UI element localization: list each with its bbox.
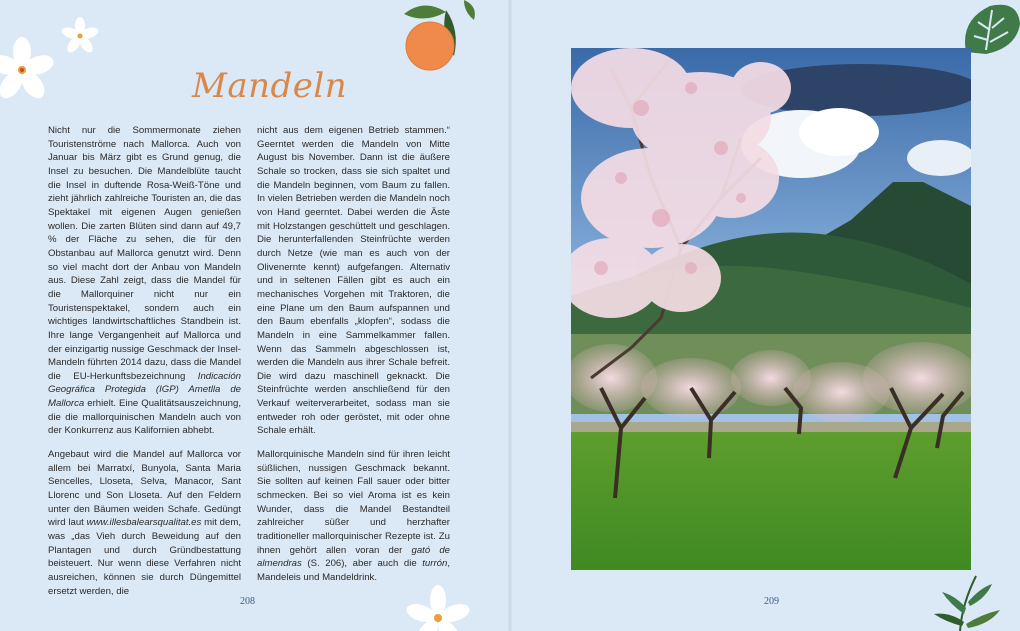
orange-fruit-icon bbox=[394, 0, 484, 78]
text-column-1 bbox=[48, 124, 241, 608]
paragraph: nicht aus dem eigenen Betrieb stammen.“ Geerntet werden die Mandeln von Mitte August bis November. Dann ist die äußere Schale so trocken, dass sie sich spaltet und die Mandeln beginnen, vom Baum zu fallen. In vielen Betrieben werden die Mandeln noch von Hand geerntet. Dabei werden die Äste mit Holzstangen geschüttelt und geschlagen. Die herunterfallenden Steinfrüchte werden durch Netze (wie man es auch von der Olivenernte kennt) aufgefangen. Alternativ und in seltenen Fällen gibt es auch ein mechanisches Vorgehen mit Traktoren, die eine Plane um den Baum aufspannen und den Baum ebenfalls „klopfen“, sodass die Mandeln in eine Sammelkammer fallen. Wenn das Sammeln abgeschlossen ist, werden die Mandeln aus ihrer Schale befreit. Die wird dazu maschinell geknackt. Die Steinfrüchte werden anschließend für den Verkauf weiterverarbeitet, sodass man sie entweder roh oder geröstet, mit oder ohne Schale erhält. bbox=[257, 125, 450, 437]
page-title: Mandeln bbox=[192, 66, 348, 106]
almond-tree-photo bbox=[571, 48, 971, 570]
book-gutter bbox=[508, 0, 512, 631]
small-blossom-icon bbox=[60, 16, 100, 56]
text-column-2 bbox=[257, 124, 450, 595]
paragraph: Mallorquinische Mandeln sind für ihren leicht süßlichen, nussigen Geschmack bekannt. Sie sollten auf keinen Fall sauer oder bitter schmecken. Bei so viel Aroma ist es kein Wunder, dass die Mandel Bestandteil zahlreicher süßer und herzhafter traditioneller mallorquinischer Rezepte ist. Zu ihnen gehört allen voran der gató de almendras (S. 206), aber auch die turrón, Mandeleis und Mandeldrink. bbox=[257, 449, 450, 583]
page-number-left: 208 bbox=[240, 596, 255, 607]
page-number-right: 209 bbox=[764, 596, 779, 607]
paragraph: Nicht nur die Sommermonate ziehen Touristenströme nach Mallorca. Auch von Januar bis März gibt es Grund genug, die Insel zu besuchen. Die Mandelblüte taucht die Insel in duftende Rosa-Weiß-Töne und zieht jährlich zahlreiche Touristen an, die das Spektakel mit eigenen Augen genießen wollen. Die zarten Blüten sind dann auf 49,7 % der Fläche zu sehen, die für den Obstanbau auf Mallorca genutzt wird. Denn so viel macht dort der Anbau von Mandeln aus. Diese Zahl zeigt, dass die Mandel für die Mallorquiner nicht nur ein Touristenspektakel, sondern auch ein wichtiges landwirtschaftliches Standbein ist. Ihre lange Vergangenheit auf Mallorca und der einzigartig nussige Geschmack der Insel-Mandeln führten 2014 dazu, dass die Mandel die EU-Herkunftsbezeichnung Indicación Geográfica Protegida (IGP) Ametlla de Mallorca erhielt. Eine Qualitätsauszeichnung, die die mallorquinischen Mandeln auch von der Konkurrenz aus Kalifornien abhebt. bbox=[48, 125, 241, 437]
fern-leaf-icon bbox=[920, 574, 1010, 631]
almond-blossom-icon bbox=[0, 34, 58, 106]
paragraph: Angebaut wird die Mandel auf Mallorca vor allem bei Marratxí, Bunyola, Santa Maria Sencelles, Lloseta, Selva, Manacor, Sant Llorenc und Son Lloseta. Auf den Feldern unter den Bäumen weiden Schafe. Gedüngt wird laut www.illesbalearsqualitat.es mit dem, was „das Vieh durch Beweidung auf den Plantagen und durch Gründbestattung beisteuert. Nur wenn diese Verfahren nicht ausreichen, können sie durch Düngemittel ersetzt werden, die bbox=[48, 449, 241, 597]
